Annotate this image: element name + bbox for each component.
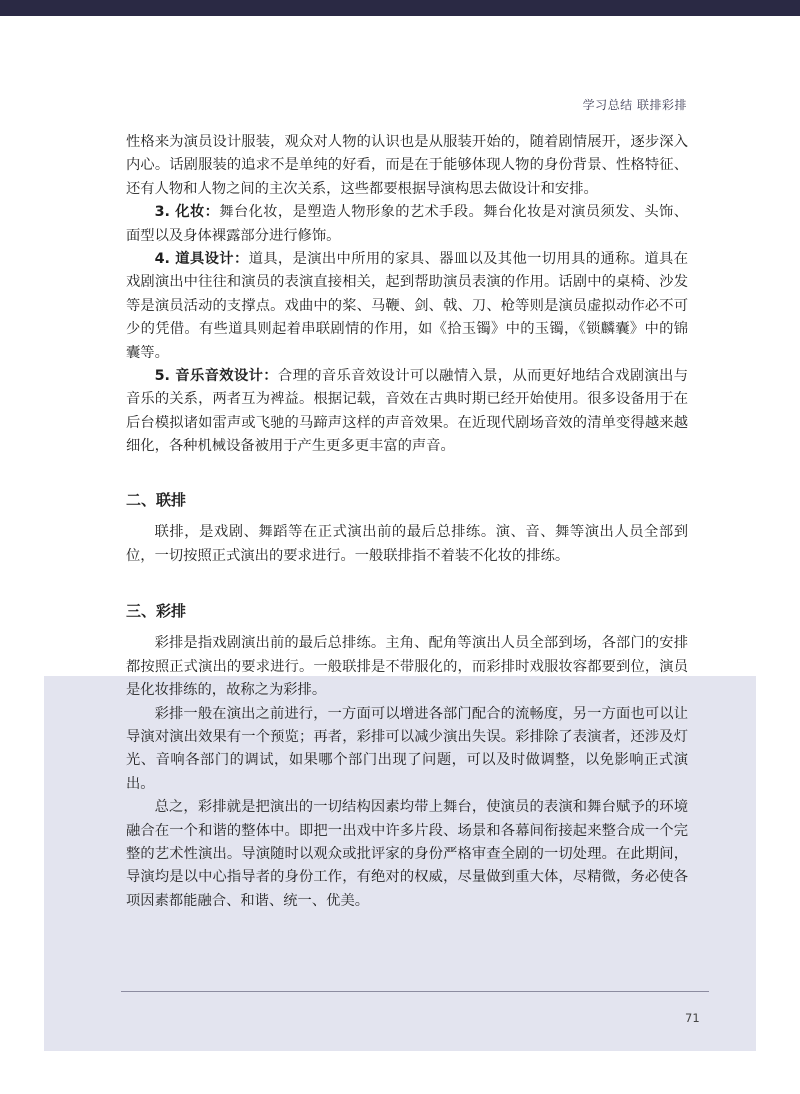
section-heading-dress-rehearsal: 二、联排 [126,490,187,509]
paragraph-full-dress-2: 彩排一般在演出之前进行，一方面可以增进各部门配合的流畅度，另一方面也可以让导演对演出效果有一个预览；再者，彩排可以减少演出失误。彩排除了表演者，还涉及灯光、音响各部门的调试，如果哪个部门出现了问题，可以及时做调整，以免影响正式演出。 [126,705,688,792]
makeup-text: 舞台化妆，是塑造人物形象的艺术手段。舞台化妆是对演员须发、头饰、面型以及身体裸露部分进行修饰。 [126,204,689,244]
paragraph-props [126,248,688,365]
paragraph-run-through: 联排，是戏剧、舞蹈等在正式演出前的最后总排练。演、音、舞等演出人员全部到位，一切按照正式演出的要求进行。一般联排指不着装不化妆的排练。 [126,524,688,564]
sound-label: 5. 音乐音效设计： [154,368,278,385]
page-number: 71 [685,1011,700,1025]
paragraph-costume-continued: 性格来为演员设计服装，观众对人物的认识也是从服装开始的，随着剧情展开，逐步深入内心。话剧服装的追求不是单纯的好看，而是在于能够体现人物的身份背景、性格特征、还有人物和人物之间的主次关系，这些都要根据导演构思去做设计和安排。 [126,134,688,197]
paragraph-full-dress-3: 总之，彩排就是把演出的一切结构因素均带上舞台，使演员的表演和舞台赋予的环境融合在一个和谐的整体中。即把一出戏中许多片段、场景和各幕间衔接起来整合成一个完整的艺术性演出。导演随时以观众或批评家的身份严格审查全剧的一切处理。在此期间，导演均是以中心指导者的身份工作，有绝对的权威，尽量做到重大体，尽精微，务必使各项因素都能融合、和谐、统一、优美。 [126,799,688,909]
page-body [126,131,688,913]
footer-rule [121,991,709,992]
paragraph-makeup [126,201,688,248]
sound-text: 合理的音乐音效设计可以融情入景，从而更好地结合戏剧演出与音乐的关系，两者互为裨益。根据记载，音效在古典时期已经开始使用。很多设备用于在后台模拟诸如雷声或飞驰的马蹄声这样的声音效果。在近现代剧场音效的清单变得越来越细化，各种机械设备被用于产生更多更丰富的声音。 [126,368,688,455]
top-color-bar [0,0,800,16]
props-label: 4. 道具设计： [154,251,249,268]
paragraph-full-dress-1: 彩排是指戏剧演出前的最后总排练。主角、配角等演出人员全部到场，各部门的安排都按照正式演出的要求进行。一般联排是不带服化的，而彩排时戏服妆容都要到位，演员是化妆排练的，故称之为彩排。 [126,635,688,699]
running-header: 学习总结 联排彩排 [582,98,687,112]
paragraph-sound [126,365,688,459]
props-text: 道具，是演出中所用的家具、器皿以及其他一切用具的通称。道具在戏剧演出中往往和演员的表演直接相关，起到帮助演员表演的作用。话剧中的桌椅、沙发等是演员活动的支撑点。戏曲中的桨、马鞭、剑、戟、刀、枪等则是演员虚拟动作必不可少的凭借。有些道具则起着串联剧情的作用，如《拾玉镯》中的玉镯，《锁麟囊》中的锦囊等。 [126,251,688,361]
section-heading-full-dress-rehearsal: 三、彩排 [126,601,187,620]
makeup-label: 3. 化妆： [154,204,220,221]
